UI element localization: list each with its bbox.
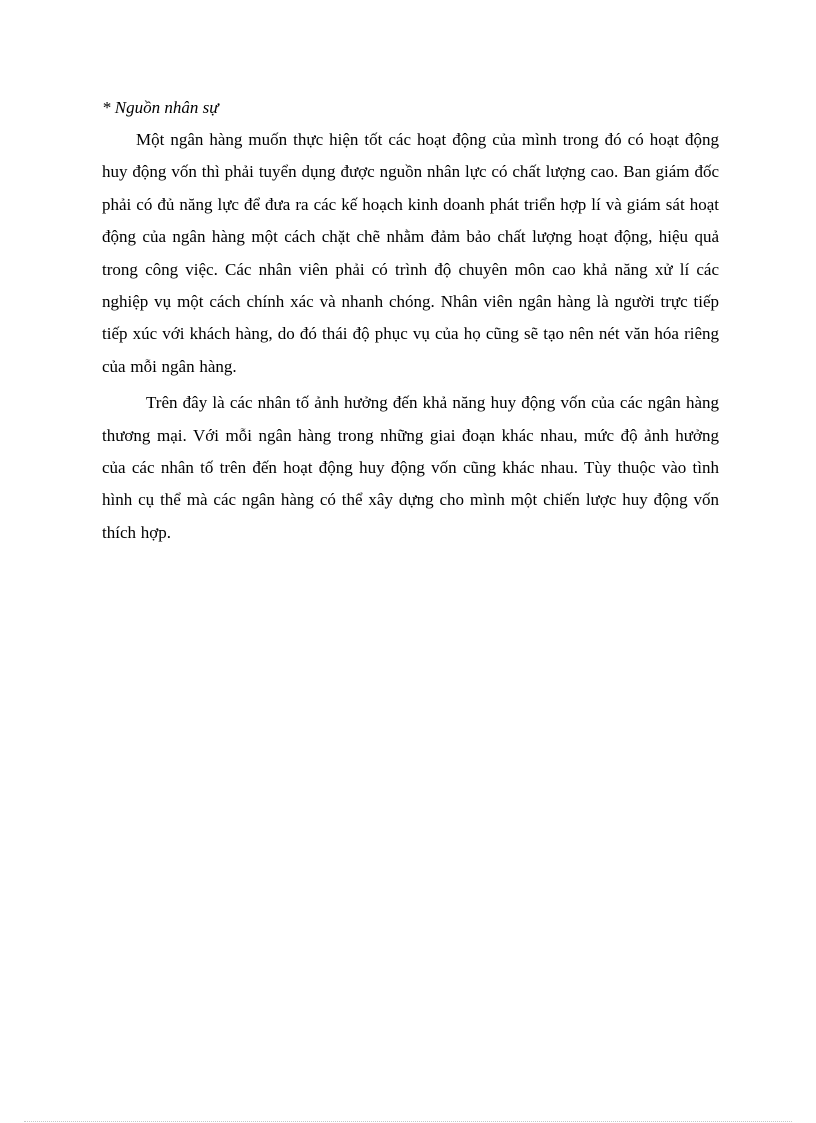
paragraph-conclusion: Trên đây là các nhân tố ảnh hưởng đến khả năng huy động vốn của các ngân hàng thương mại. Với mỗi ngân hàng trong những giai đoạn khác nhau, mức độ ảnh hưởng của các nhân tố trên đến hoạt động huy động vốn cũng khác nhau. Tùy thuộc vào tình hình cụ thể mà các ngân hàng có thể xây dựng cho mình một chiến lược huy động vốn thích hợp. <box>102 393 719 542</box>
page-content <box>102 92 719 549</box>
paragraph-human-resources: Một ngân hàng muốn thực hiện tốt các hoạt động của mình trong đó có hoạt động huy động vốn thì phải tuyển dụng được nguồn nhân lực có chất lượng cao. Ban giám đốc phải có đủ năng lực để đưa ra các kế hoạch kinh doanh phát triển hợp lí và giám sát hoạt động của ngân hàng một cách chặt chẽ nhằm đảm bảo chất lượng hoạt động, hiệu quả trong công việc. Các nhân viên phải có trình độ chuyên môn cao khả năng xử lí các nghiệp vụ một cách chính xác và nhanh chóng. Nhân viên ngân hàng là người trực tiếp tiếp xúc với khách hàng, do đó thái độ phục vụ của họ cũng sẽ tạo nên nét văn hóa riêng của mỗi ngân hàng. <box>102 130 719 376</box>
section-heading: * Nguồn nhân sự <box>102 98 219 117</box>
